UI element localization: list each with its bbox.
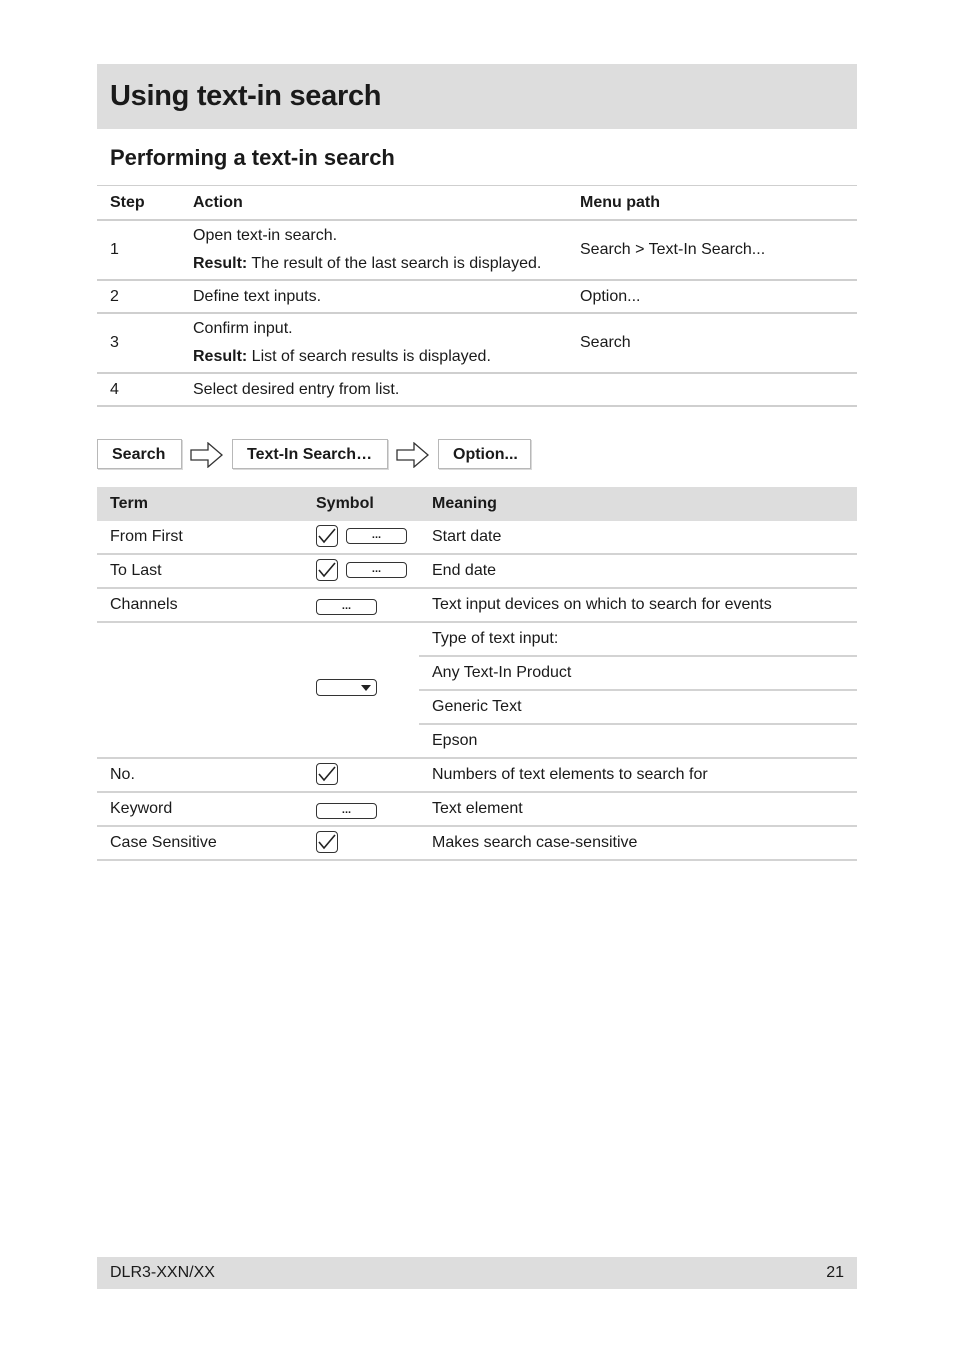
breadcrumb-search-button[interactable]: Search xyxy=(97,439,182,469)
table-row xyxy=(97,554,857,588)
meaning-cell: Makes search case-sensitive xyxy=(419,826,857,860)
meaning-cell: End date xyxy=(419,554,857,588)
action-header: Action xyxy=(180,186,567,221)
breadcrumb-option-button[interactable]: Option... xyxy=(438,439,531,469)
term-cell: Keyword xyxy=(97,792,303,826)
term-cell xyxy=(97,622,303,758)
menu-path-header: Menu path xyxy=(567,186,857,221)
terms-table xyxy=(97,487,857,861)
result-label: Result: xyxy=(193,348,248,365)
symbol-cell xyxy=(303,554,419,588)
step-header: Step xyxy=(97,186,180,221)
symbol-cell xyxy=(303,622,419,758)
ellipsis-field-icon: ... xyxy=(346,528,407,544)
meaning-cell: Generic Text xyxy=(419,690,857,724)
symbol-cell xyxy=(303,758,419,792)
table-row xyxy=(97,280,857,313)
checkbox-icon xyxy=(316,831,338,853)
page-footer xyxy=(97,1257,857,1289)
ellipsis-field-icon: ... xyxy=(316,803,377,819)
meaning-cell: Text element xyxy=(419,792,857,826)
term-cell: Case Sensitive xyxy=(97,826,303,860)
result-label: Result: xyxy=(193,255,248,272)
steps-header-row xyxy=(97,186,857,221)
ellipsis-field-icon: ... xyxy=(316,599,377,615)
step-number: 2 xyxy=(97,280,180,313)
terms-header-row xyxy=(97,487,857,521)
action-text: Select desired entry from list. xyxy=(180,373,567,406)
symbol-cell xyxy=(303,826,419,860)
arrow-right-icon xyxy=(396,442,430,468)
action-cell xyxy=(180,313,567,373)
checkbox-icon xyxy=(316,763,338,785)
meaning-cell: Any Text-In Product xyxy=(419,656,857,690)
table-row xyxy=(97,313,857,373)
symbol-cell xyxy=(303,792,419,826)
arrow-right-icon xyxy=(190,442,224,468)
meaning-cell: Type of text input: xyxy=(419,622,857,656)
step-number: 3 xyxy=(97,313,180,373)
step-number: 4 xyxy=(97,373,180,406)
chevron-down-icon xyxy=(361,685,371,691)
meaning-cell: Epson xyxy=(419,724,857,758)
checkbox-icon xyxy=(316,559,338,581)
meaning-cell: Numbers of text elements to search for xyxy=(419,758,857,792)
action-text: Confirm input. xyxy=(193,320,293,337)
steps-table xyxy=(97,185,857,407)
menu-path-cell: Search xyxy=(567,313,857,373)
meaning-cell: Start date xyxy=(419,521,857,554)
table-row xyxy=(97,622,857,656)
dropdown-icon xyxy=(316,679,377,696)
document-id: DLR3-XXN/XX xyxy=(110,1264,215,1281)
meaning-header: Meaning xyxy=(419,487,857,521)
term-cell: To Last xyxy=(97,554,303,588)
table-row xyxy=(97,826,857,860)
table-row xyxy=(97,758,857,792)
menu-path-cell: Option... xyxy=(567,280,857,313)
table-row xyxy=(97,373,857,406)
term-cell: Channels xyxy=(97,588,303,622)
result-line xyxy=(193,343,567,371)
action-text: Open text-in search. xyxy=(193,227,338,244)
symbol-cell xyxy=(303,588,419,622)
page-number: 21 xyxy=(826,1264,844,1281)
action-text: Define text inputs. xyxy=(180,280,567,313)
action-cell xyxy=(180,220,567,280)
result-text: The result of the last search is displayed. xyxy=(247,255,542,272)
meaning-cell: Text input devices on which to search for events xyxy=(419,588,857,622)
checkbox-icon xyxy=(316,525,338,547)
page-title-bar xyxy=(97,64,857,129)
breadcrumb-text-in-search-button[interactable]: Text-In Search… xyxy=(232,439,388,469)
symbol-cell xyxy=(303,521,419,554)
step-number: 1 xyxy=(97,220,180,280)
table-row xyxy=(97,521,857,554)
result-line xyxy=(193,250,567,278)
menu-path-cell: Search > Text-In Search... xyxy=(567,220,857,280)
term-header: Term xyxy=(97,487,303,521)
page-title: Using text-in search xyxy=(110,80,382,112)
result-text: List of search results is displayed. xyxy=(247,348,491,365)
table-row xyxy=(97,792,857,826)
table-row xyxy=(97,220,857,280)
menu-path-cell xyxy=(567,373,857,406)
term-cell: No. xyxy=(97,758,303,792)
ellipsis-field-icon: ... xyxy=(346,562,407,578)
term-cell: From First xyxy=(97,521,303,554)
table-row xyxy=(97,588,857,622)
symbol-header: Symbol xyxy=(303,487,419,521)
section-title: Performing a text-in search xyxy=(110,145,395,170)
